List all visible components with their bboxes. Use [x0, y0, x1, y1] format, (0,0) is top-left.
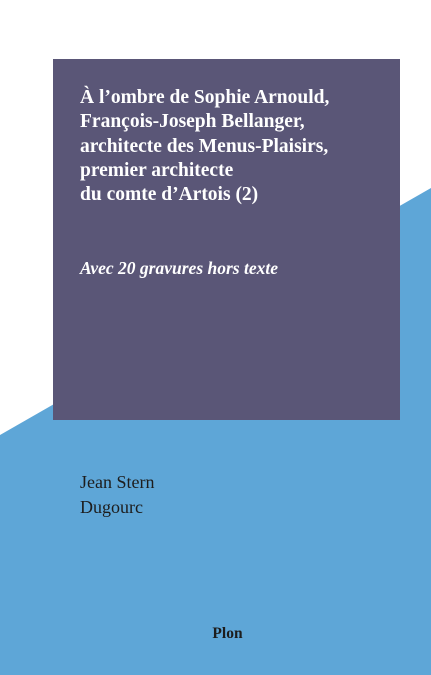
author-name: Jean Stern	[80, 472, 155, 492]
author-name: Dugourc	[80, 497, 143, 517]
publisher-name: Plon	[212, 625, 243, 642]
book-subtitle: Avec 20 gravures hors texte	[80, 258, 278, 279]
author-list	[80, 470, 154, 520]
title-panel	[53, 59, 400, 420]
book-title: À l’ombre de Sophie Arnould, François-Joseph Bellanger, architecte des Menus-Plaisirs, premier architecte du comte d’Artois (2)	[80, 87, 330, 206]
